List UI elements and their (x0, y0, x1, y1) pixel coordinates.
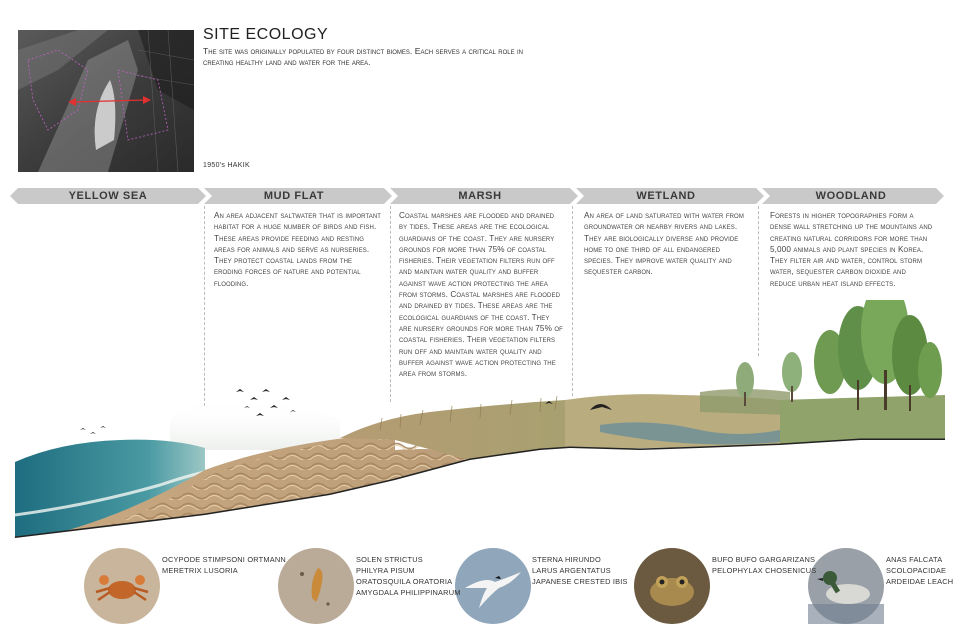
species-list-frog (712, 554, 816, 576)
biome-description-marsh: Coastal marshes are flooded and drained by tides. These areas are the ecological guardians of the coast. They are nursery grounds for more than 75% of coastal fisheries. Their vegetation filters run off and maintain water quality and buffer against wave action protecting the area from storms. Coastal marshes are flooded and drained by tides. These areas are the ecological guardians of the coast. They are nursery grounds for more than 75% of coastal fisheries. Their vegetation filters run off and maintain water quality and buffer against wave action protecting the area from storms. (399, 211, 563, 379)
tern-icon (455, 548, 531, 624)
aerial-map-photo (18, 30, 194, 172)
species-list-crab (162, 554, 286, 576)
species-name: ANAS FALCATA (886, 555, 943, 564)
species-name: SCOLOPACIDAE (886, 566, 947, 575)
species-name: PHILYRA PISUM (356, 566, 415, 575)
species-name: STERNA HIRUNDO (532, 555, 601, 564)
razor-clam-icon (278, 548, 354, 624)
species-name: ORATOSQUILA ORATORIA (356, 577, 453, 586)
species-name: AMYGDALA PHILIPPINARUM (356, 588, 461, 597)
frog-icon (634, 548, 710, 624)
species-name: MERETRIX LUSORIA (162, 566, 238, 575)
duck-icon (808, 548, 884, 624)
species-name: SOLEN STRICTUS (356, 555, 423, 564)
species-list-tern (532, 554, 628, 587)
band-label-wetland: WETLAND (636, 190, 696, 202)
biome-description-woodland: Forests in higher topographies form a dense wall stretching up the mountains and creating natural corridors for more than 5,000 animals and plant species in Korea. They filter air and water, control storm water, sequester carbon dioxide and reduce urban heat island effects. (770, 211, 933, 288)
species-name: OCYPODE STIMPSONI ORTMANN (162, 555, 286, 564)
intro-text: The site was originally populated by four distinct biomes. Each serves a critical role in creating healthy land and water for the area. (203, 46, 523, 67)
biome-description-wetland: An area of land saturated with water from groundwater or nearby rivers and lakes. They are biologically diverse and provide home to one third of all endangered species. They improve water quality and sequester carbon. (584, 211, 744, 277)
page-title: SITE ECOLOGY (203, 26, 329, 43)
species-name: BUFO BUFO GARGARIZANS (712, 555, 816, 564)
band-label-marsh: MARSH (458, 190, 502, 202)
species-name: ARDEIDAE LEACH (886, 577, 954, 586)
map-caption: 1950's HAKIK (203, 162, 250, 169)
band-label-yellow-sea: YELLOW SEA (68, 190, 148, 202)
crab-icon (84, 548, 160, 624)
landscape-section (0, 300, 960, 550)
band-label-woodland: WOODLAND (815, 190, 887, 202)
biome-description-mud-flat: An area adjacent saltwater that is important habitat for a huge number of birds and fish. These areas provide feeding and resting areas for animals and serve as nurseries. They protect coastal lands from the eroding forces of nature and potential flooding. (214, 211, 382, 288)
species-name: LARUS ARGENTATUS (532, 566, 611, 575)
species-list-clam (356, 554, 461, 598)
species-list-duck (886, 554, 953, 587)
species-name: PELOPHYLAX CHOSENICUS (712, 566, 817, 575)
species-name: JAPANESE CRESTED IBIS (532, 577, 628, 586)
band-label-mud-flat: MUD FLAT (263, 190, 325, 202)
